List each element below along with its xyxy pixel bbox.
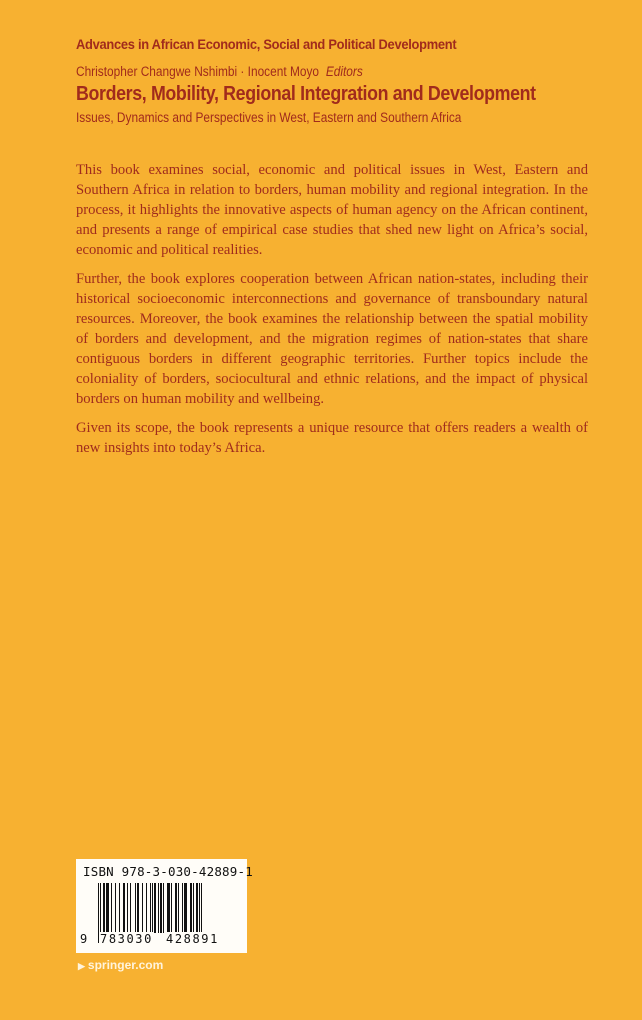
arrow-right-icon: ▶	[78, 961, 85, 971]
editors-line	[76, 64, 363, 79]
book-title: Borders, Mobility, Regional Integration and Development	[76, 83, 536, 105]
series-title: Advances in African Economic, Social and Political Development	[76, 36, 457, 52]
blurb	[76, 160, 588, 467]
isbn-barcode-box	[76, 859, 253, 953]
publisher-link[interactable]	[78, 958, 163, 972]
isbn-digit-group-2: 428891	[166, 932, 219, 946]
editor-names: Christopher Changwe Nshimbi · Inocent Moyo	[76, 64, 319, 79]
isbn-label: ISBN 978-3-030-42889-1	[83, 864, 253, 879]
isbn-digit-group-1: 783030	[100, 932, 153, 946]
blurb-paragraph-2: Further, the book explores cooperation between African nation-states, including their historical socioeconomic interconnections and governance of transboundary natural resources. Moreover, the book examines the relationship between the spatial mobility of borders and development, and the migration regimes of nation-states that share contiguous borders in different geographic territories. Further topics include the coloniality of borders, sociocultural and ethnic relations, and the impact of physical borders on human mobility and wellbeing.	[76, 271, 588, 407]
editors-role: Editors	[325, 64, 363, 79]
blurb-paragraph-1: This book examines social, economic and political issues in West, Eastern and Southern Africa in relation to borders, human mobility and regional integration. In the process, it highlights the innovative aspects of human agency on the African continent, and presents a range of empirical case studies that shed new light on Africa’s social, economic and political realities.	[76, 162, 588, 258]
book-subtitle: Issues, Dynamics and Perspectives in West, Eastern and Southern Africa	[76, 110, 462, 125]
isbn-digit-lead: 9	[80, 932, 88, 946]
publisher-link-text: springer.com	[87, 958, 164, 972]
blurb-paragraph-3: Given its scope, the book represents a unique resource that offers readers a wealth of new insights into today’s Africa.	[76, 420, 588, 456]
